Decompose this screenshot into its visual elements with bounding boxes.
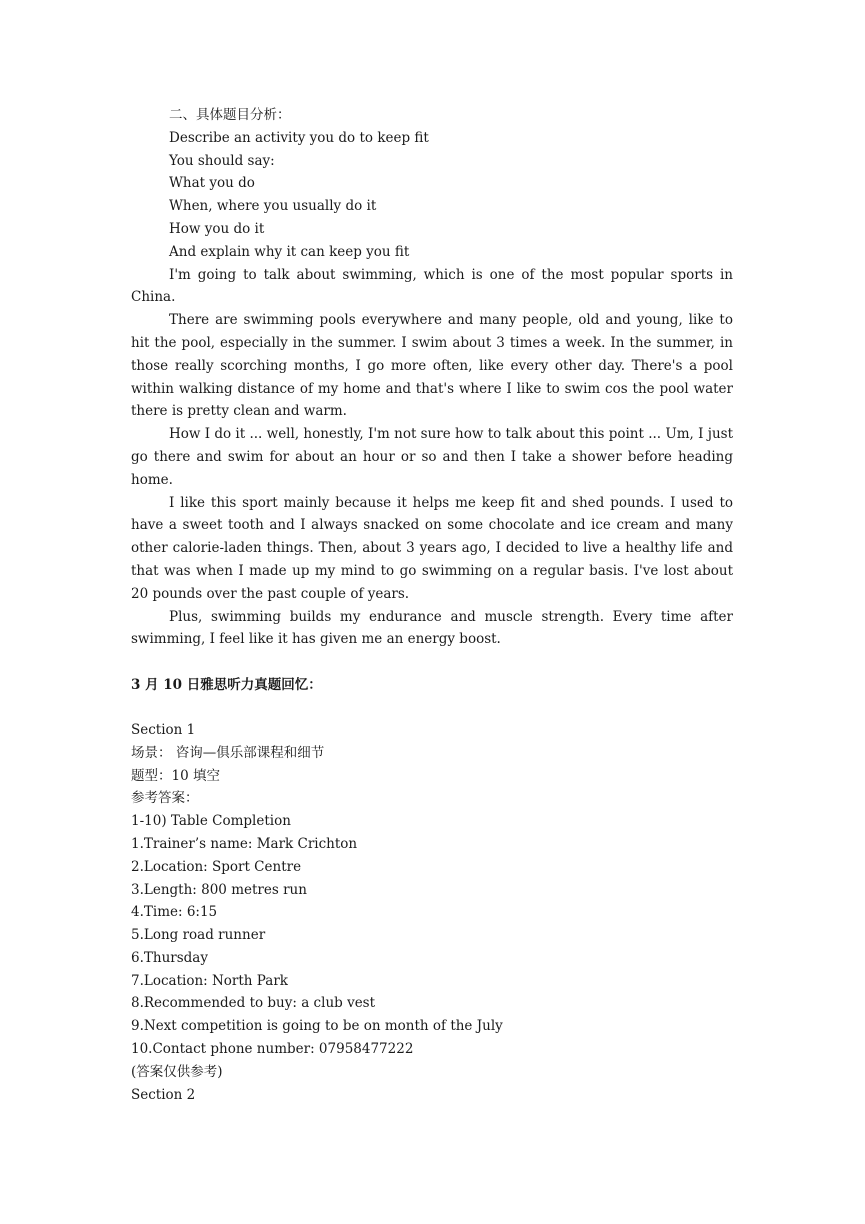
listening-line: 参考答案：: [131, 790, 199, 807]
answer-paragraph: There are swimming pools everywhere and many people, old and young, like to hit the pool, especially in the summer. I swim about 3 times a week. In the summer, in those really scorching months, I go more often, like every other day. There's a pool within walking distance of my home and that's where I like to swim cos the pool water there is pretty clean and warm.: [131, 312, 733, 420]
prompt-line: What you do: [169, 175, 255, 192]
listening-line: 1-10) Table Completion: [131, 813, 291, 830]
listening-line: (答案仅供参考): [131, 1063, 223, 1080]
listening-line: 9.Next competition is going to be on month of the July: [131, 1018, 503, 1035]
prompt-line: And explain why it can keep you fit: [169, 243, 410, 260]
answer-paragraph: How I do it ... well, honestly, I'm not sure how to talk about this point ... Um, I just go there and swim for about an hour or so and then I take a shower before heading home.: [131, 426, 733, 488]
listening-line: 10.Contact phone number: 07958477222: [131, 1041, 414, 1058]
listening-line: Section 2: [131, 1086, 196, 1103]
listening-line: 3.Length: 800 metres run: [131, 881, 307, 898]
prompt-line: Describe an activity you do to keep fit: [169, 129, 429, 146]
prompt-line: You should say:: [169, 152, 275, 169]
listening-line: 场景： 咨询—俱乐部课程和细节: [131, 744, 325, 761]
analysis-title: 二、具体题目分析：: [169, 107, 291, 123]
listening-line: 4.Time: 6:15: [131, 904, 218, 921]
prompt-line: How you do it: [169, 220, 265, 237]
listening-line: Section 1: [131, 721, 196, 738]
listening-line: 1.Trainer’s name: Mark Crichton: [131, 835, 358, 852]
listening-line: 6.Thursday: [131, 949, 208, 966]
listening-line: 题型：10 填空: [131, 767, 220, 784]
answer-paragraph: Plus, swimming builds my endurance and muscle strength. Every time after swimming, I feel like it has given me an energy boost.: [131, 608, 733, 648]
answer-paragraph: I like this sport mainly because it helps me keep fit and shed pounds. I used to have a sweet tooth and I always snacked on some chocolate and ice cream and many other calorie-laden things. Then, about 3 years ago, I decided to live a healthy life and that was when I made up my mind to go swimming on a regular basis. I've lost about 20 pounds over the past couple of years.: [131, 494, 733, 602]
document-page: [131, 104, 733, 1106]
listening-heading: 3 月 10 日雅思听力真题回忆：: [131, 677, 322, 694]
prompt-line: When, where you usually do it: [169, 198, 377, 215]
listening-line: 2.Location: Sport Centre: [131, 858, 302, 875]
listening-line: 8.Recommended to buy: a club vest: [131, 995, 376, 1012]
listening-line: 7.Location: North Park: [131, 972, 288, 989]
answer-paragraph: I'm going to talk about swimming, which is one of the most popular sports in China.: [131, 266, 733, 306]
listening-line: 5.Long road runner: [131, 927, 266, 944]
